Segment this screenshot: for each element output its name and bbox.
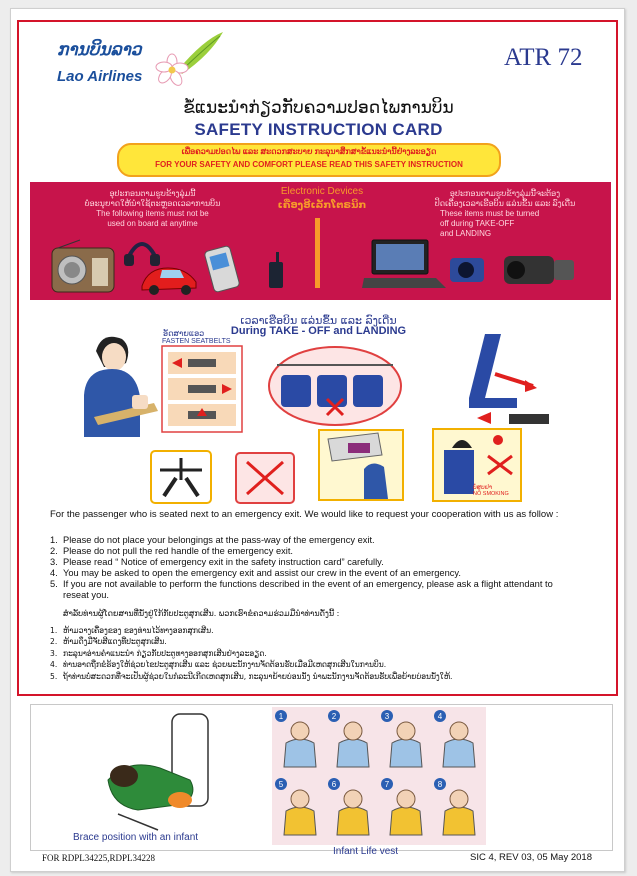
step-text: ກະລຸນາອ່ານຄຳແນະນຳ ກ່ຽວກັບປະຕູທາງອອກສຸກເສີນຢ່າງລະອຽດ.: [63, 648, 267, 658]
toy-car-icon: [138, 260, 200, 296]
list-item: [50, 557, 580, 568]
infant-head: [397, 790, 415, 808]
infant-head: [450, 722, 468, 740]
prohibited-text-lao-2: ບໍ່ອະນຸຍາດໃຫ້ນຳໃຊ້ຕະຫຼອດເວລາການບິນ: [84, 199, 221, 208]
walkie-talkie-icon: [266, 252, 286, 290]
takeoff-off-devices-text: [410, 189, 600, 239]
fasten-seatbelts-label: FASTEN SEATBELTS: [162, 338, 231, 345]
radio-icon: [50, 240, 120, 296]
no-smoking-label: NO SMOKING: [473, 491, 509, 497]
step-text: ທ່ານອາດຖືກຂໍຮ້ອງໃຫ້ຊ່ວຍໄຂປະຕູສຸກເສີນ ແລະ ຊ່ວຍພະນັກງານຈັດຕ້ອນຮັບເມື່ອມີເຫດສຸກເສີນໃນການບິນ.: [63, 660, 387, 670]
step-text: Please do not place your belongings at the pass-way of the emergency exit.: [63, 535, 375, 545]
brace-position-infant-illustration: [98, 714, 238, 830]
brace-position-caption: Brace position with an infant: [73, 832, 199, 843]
aircraft-registration-footer: FOR RDPL34225,RDPL34228: [42, 853, 156, 863]
step-text: Please do not pull the red handle of the emergency exit.: [63, 546, 293, 556]
takeoff-landing-heading-lao: ເວລາເຮືອບິນ ແລ່ນຂຶ້ນ ແລະ ລົງເດີ່ນ: [240, 314, 397, 327]
banner-text-lao: ເພື່ອຄວາມປອດໄພ ແລະ ສະດວກສະບາຍ ກະລຸນາສຶກສາຂໍ້ແນະນຳນີ້ຢ່າງລະອຽດ: [181, 147, 437, 156]
list-item: [50, 625, 570, 636]
step-number: 4.: [50, 568, 58, 578]
emergency-exit-intro-lao: ສຳລັບທ່ານຜູ້ໂດຍສານທີ່ນັ່ງຢູ່ໃກ້ກັບປະຕູສຸກເສີນ. ພວກເຮົາຂໍຄວາມຮ່ວມມືນຳທ່ານດັ່ງນີ້ :: [63, 609, 340, 618]
step-number: 4.: [50, 660, 58, 670]
prohibited-text-en-1: The following items must not be: [96, 209, 209, 218]
infant-life-vest-steps: [272, 707, 486, 845]
life-vest: [443, 807, 475, 835]
step-number: 4: [437, 712, 443, 721]
banner-text-en: FOR YOUR SAFETY AND COMFORT PLEASE READ THIS SAFETY INSTRUCTION: [155, 160, 463, 169]
list-item: [50, 636, 570, 647]
seated-passenger-seatbelt-illustration: [78, 333, 164, 437]
life-vest: [284, 739, 316, 767]
infant-head: [291, 722, 309, 740]
step-number: 8: [437, 780, 443, 789]
devices-divider: [315, 218, 320, 288]
life-vest: [284, 807, 316, 835]
step-number: 1.: [50, 535, 58, 545]
turnoff-text-en-3: and LANDING: [440, 229, 492, 238]
infant-head: [344, 790, 362, 808]
camera-icon: [448, 250, 488, 286]
step-text: Please read “ Notice of emergency exit in the safety instruction card” carefully.: [63, 557, 384, 567]
turnoff-text-en-1: These items must be turned: [440, 209, 540, 218]
step-number: 2.: [50, 546, 58, 556]
video-camera-icon: [494, 250, 580, 290]
list-item: [50, 535, 580, 546]
step-number: 5: [278, 780, 284, 789]
no-smoking-electronics-sign-icon: [235, 452, 295, 504]
infant-head: [450, 790, 468, 808]
seat-upright-illustration: [455, 334, 555, 426]
step-text: If you are not available to perform the functions described in the event of an emergency, please ask a flight attendant to reseat you.: [63, 579, 553, 600]
emergency-exit-steps: [50, 535, 580, 601]
infant-head: [344, 722, 362, 740]
step-number: 7: [384, 780, 390, 789]
airline-name-en: Lao Airlines: [57, 68, 143, 85]
step-text: ຖ້າທ່ານບໍ່ສະດວກທີ່ຈະເປັນຜູ້ຊ່ວຍໃນກໍລະນີເກີດເຫດສຸກເສີນ, ກະລຸນາຍ້າຍບ່ອນນັ່ງ ນຳພະນັກງານຈັດຕ້ອນຮັບເພື່ອຍ້າຍບ່ອນນັ່ງໃຫ້.: [63, 671, 453, 681]
step-number: 2: [331, 712, 337, 721]
no-baggage-at-exit-seats-illustration: [267, 345, 403, 427]
prohibited-text-lao-1: ອຸປະກອນຕາມຮູບຂ້າງລຸ່ມນີ້: [109, 189, 196, 198]
step-number: 6: [331, 780, 337, 789]
mobile-phone-icon: [205, 246, 239, 292]
step-text: You may be asked to open the emergency exit and assist our crew in the event of an emergency.: [63, 568, 461, 578]
step-text: ຫ້າມດຶງມືຈັບສີແດງທີ່ປະຕູສຸກເສີນ.: [63, 637, 167, 647]
card-title: SAFETY INSTRUCTION CARD: [194, 120, 443, 139]
life-vest: [390, 739, 422, 767]
infant-head: [291, 790, 309, 808]
laptop-icon: [362, 238, 448, 290]
emergency-exit-steps-lao: [50, 625, 570, 682]
takeoff-landing-heading: During TAKE - OFF and LANDING: [230, 325, 407, 337]
fasten-seatbelts-label-lao: ອັດສາຍແອວ: [163, 329, 205, 338]
no-smoking-label-lao: ບໍ່ສູບຢາ: [473, 484, 493, 491]
step-number: 3.: [50, 557, 58, 567]
step-number: 2.: [50, 637, 58, 647]
life-vest: [337, 807, 369, 835]
card-title-lao: ຂໍ້ແນະນຳກ່ຽວກັບຄວາມປອດໄພການບິນ: [183, 98, 454, 118]
card-revision-footer: SIC 4, REV 03, 05 May 2018: [470, 852, 592, 863]
prohibited-text-en-2: used on board at anytime: [107, 219, 198, 228]
list-item: [50, 579, 580, 601]
turnoff-text-lao-1: ອຸປະກອນຕາມຮູບຂ້າງລຸ່ມນີ້ຈະຕ້ອງ: [449, 189, 561, 198]
step-text: ຫ້າມວາງເຄື່ອງຂອງ ຂອງທ່ານໄວ້ທາງອອກສຸກເສີນ.: [63, 626, 214, 635]
life-vest: [390, 807, 422, 835]
list-item: [50, 671, 570, 682]
life-vest: [337, 739, 369, 767]
step-number: 1: [278, 712, 284, 721]
overhead-bin-illustration: [318, 429, 404, 501]
infant-head: [397, 722, 415, 740]
step-number: 1.: [50, 626, 58, 635]
frangipani-logo-icon: [148, 30, 228, 90]
step-number: 5.: [50, 671, 58, 681]
seatbelt-buckle-steps-illustration: [162, 346, 242, 432]
airline-name-lao: ການບິນລາວ: [57, 40, 142, 60]
emergency-exit-intro: For the passenger who is seated next to an emergency exit. We would like to request your cooperation with us as follow :: [50, 509, 559, 520]
electronic-devices-label-lao: ເຄື່ອງອີເລັກໂຕຣນິກ: [277, 200, 367, 211]
turnoff-text-lao-2: ປິດເຄື່ອງເວລາເຮືອບິນ ແລ່ນຂຶ້ນ ແລະ ລົງເດີ່ນ: [434, 199, 576, 208]
life-vest: [443, 739, 475, 767]
step-number: 3: [384, 712, 390, 721]
list-item: [50, 546, 580, 557]
list-item: [50, 568, 580, 579]
aircraft-model: ATR 72: [504, 44, 583, 71]
list-item: [50, 659, 570, 670]
step-number: 3.: [50, 648, 58, 658]
electronic-devices-label: Electronic Devices: [280, 186, 364, 197]
infant-life-vest-caption: Infant Life vest: [333, 846, 399, 857]
prohibited-devices-text: [60, 189, 245, 229]
read-instruction-banner: [117, 143, 501, 177]
list-item: [50, 648, 570, 659]
turnoff-text-en-2: off during TAKE-OFF: [440, 219, 515, 228]
seat-belt-sign-icon: [150, 450, 212, 504]
step-number: 5.: [50, 579, 58, 589]
